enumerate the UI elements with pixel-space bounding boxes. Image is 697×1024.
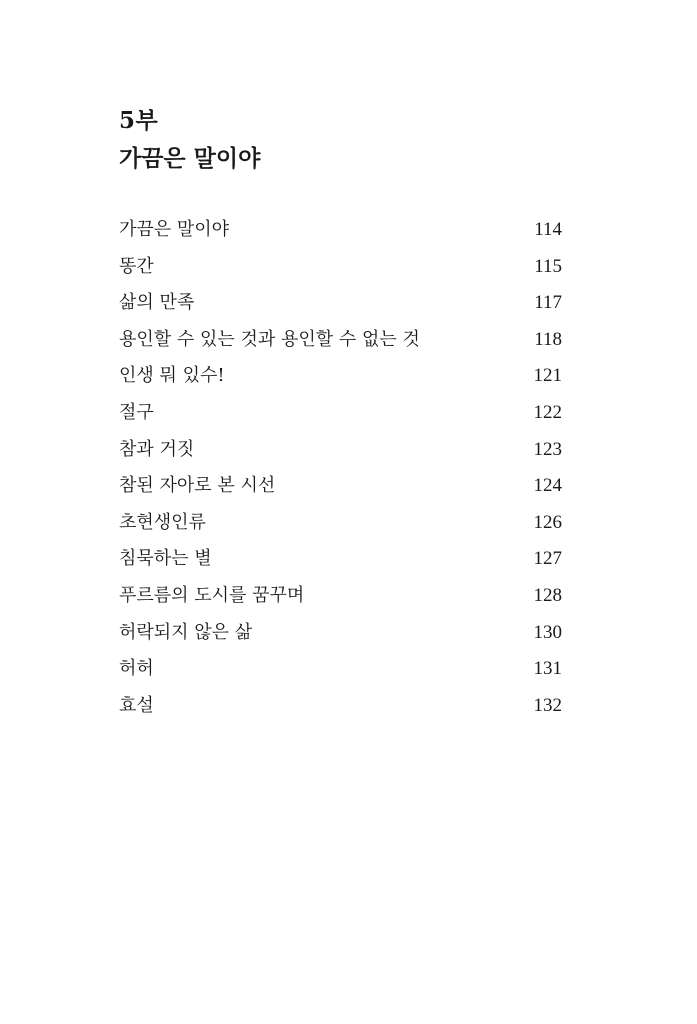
toc-entry-title: 침묵하는 별 bbox=[119, 548, 212, 570]
toc-entry bbox=[119, 468, 562, 505]
toc-entry-title: 참된 자아로 본 시선 bbox=[119, 475, 276, 497]
toc-entry-title: 삶의 만족 bbox=[119, 292, 195, 314]
toc-entry-title: 용인할 수 있는 것과 용인할 수 없는 것 bbox=[119, 328, 420, 350]
toc-entry-title: 초현생인류 bbox=[119, 511, 206, 533]
toc-entry-page: 132 bbox=[533, 694, 562, 716]
toc-entry bbox=[119, 249, 562, 286]
toc-entry-page: 126 bbox=[533, 511, 562, 533]
toc-entry-page: 115 bbox=[534, 255, 562, 277]
toc-entry-page: 118 bbox=[534, 328, 562, 350]
toc-entry-title: 참과 거짓 bbox=[119, 438, 195, 460]
toc-entry bbox=[119, 688, 562, 725]
toc-entry-page: 123 bbox=[533, 438, 562, 460]
toc-entry-page: 128 bbox=[533, 584, 562, 606]
toc-entry bbox=[119, 505, 562, 542]
toc-entry bbox=[119, 285, 562, 322]
toc-entry-title: 가끔은 말이야 bbox=[119, 219, 230, 240]
toc-entry-title: 인생 뭐 있수! bbox=[119, 365, 225, 387]
toc-entry-title: 똥간 bbox=[119, 255, 154, 277]
toc-entry-title: 허락되지 않은 삶 bbox=[119, 621, 253, 643]
toc-entry bbox=[119, 358, 562, 395]
part-number: 5부 bbox=[119, 107, 159, 134]
toc-entry-page: 114 bbox=[534, 219, 562, 240]
toc-entry-page: 122 bbox=[533, 401, 562, 423]
toc-entry bbox=[119, 322, 562, 359]
toc-entry-page: 127 bbox=[533, 548, 562, 570]
part-title: 가끔은 말이야 bbox=[119, 145, 261, 172]
toc-entry bbox=[119, 212, 562, 249]
toc-entry bbox=[119, 651, 562, 688]
toc-entry bbox=[119, 541, 562, 578]
toc-entry-title: 허허 bbox=[119, 658, 154, 680]
toc-entry bbox=[119, 432, 562, 469]
toc-entry bbox=[119, 615, 562, 652]
toc-entry-page: 131 bbox=[533, 658, 562, 680]
toc-entry-page: 121 bbox=[533, 365, 562, 387]
toc-entry-title: 효설 bbox=[119, 694, 154, 716]
toc-entry-title: 푸르름의 도시를 꿈꾸며 bbox=[119, 584, 305, 606]
toc-entry-page: 130 bbox=[533, 621, 562, 643]
toc-entry bbox=[119, 395, 562, 432]
table-of-contents bbox=[119, 212, 562, 724]
part-header bbox=[119, 106, 260, 174]
toc-entry-page: 117 bbox=[534, 292, 562, 314]
toc-entry-page: 124 bbox=[533, 475, 562, 497]
toc-entry bbox=[119, 578, 562, 615]
toc-entry-title: 절구 bbox=[119, 401, 154, 423]
